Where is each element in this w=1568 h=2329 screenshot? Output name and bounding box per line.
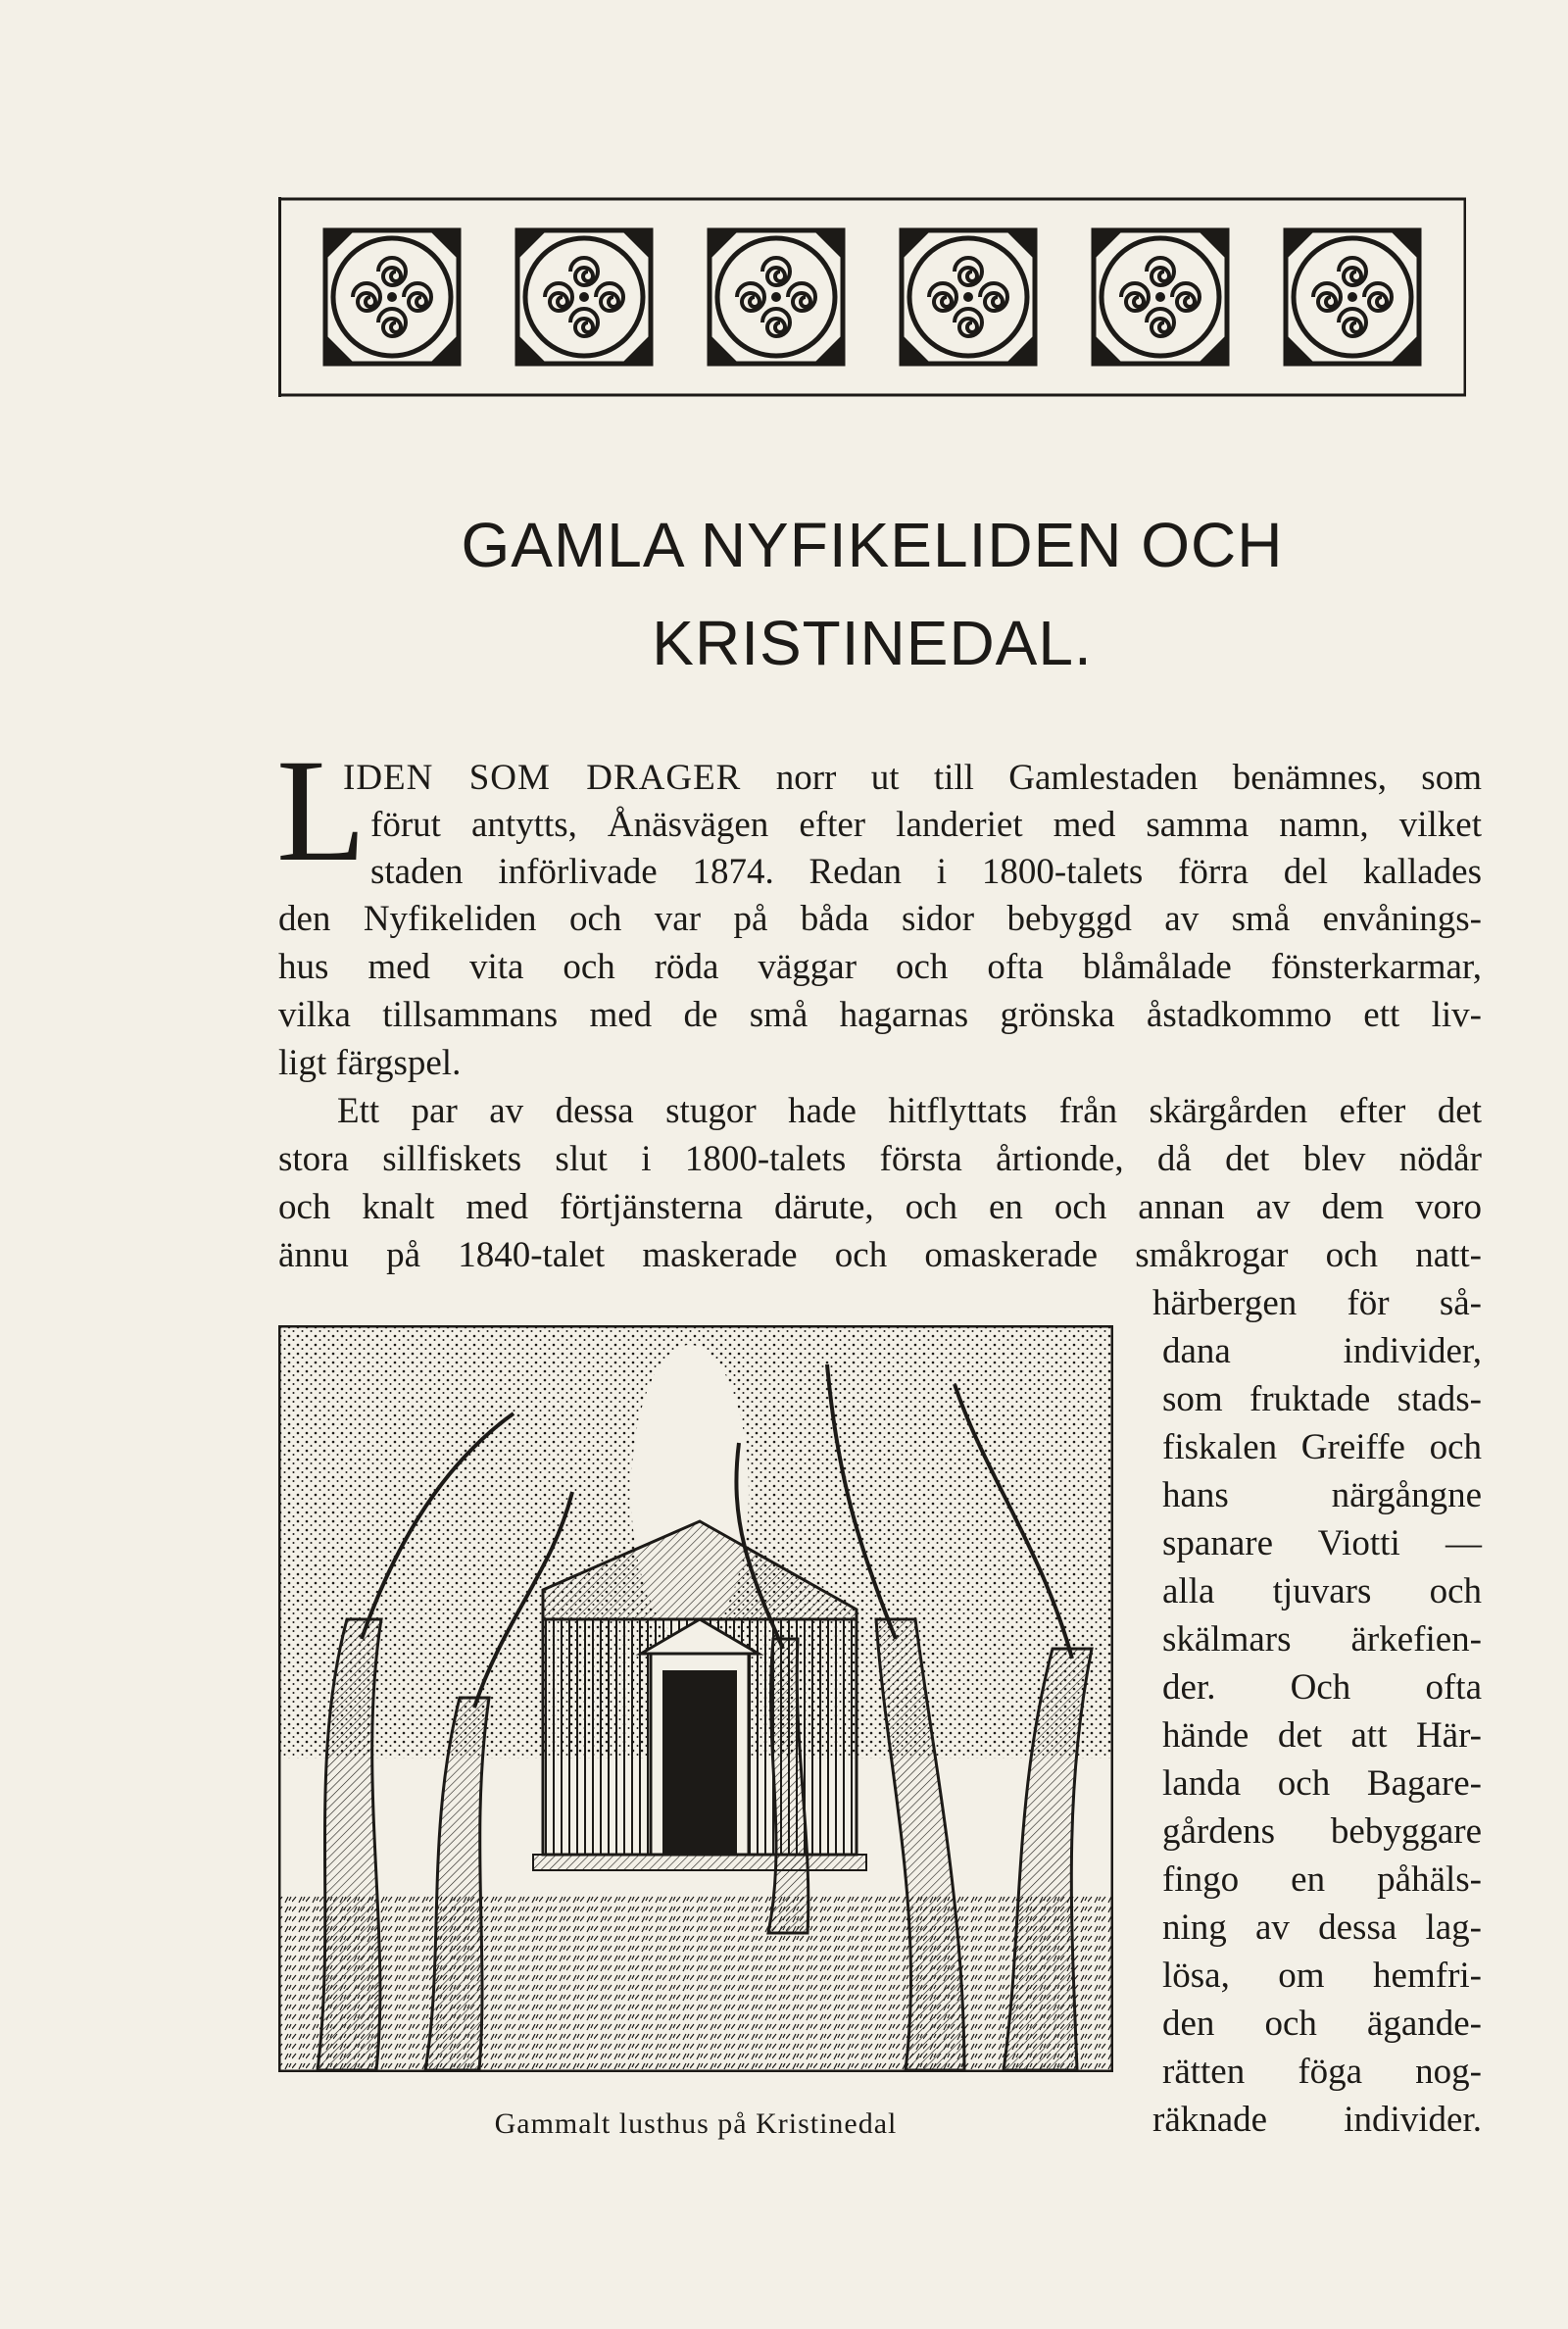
spiral-ornament-tile [1286,230,1419,364]
paragraph-2-line-1: Ett par av dessa stugor hade hitflyttats från skärgården efter det [337,1091,1482,1131]
paragraph-1-line-1 [343,755,1482,802]
paragraph-2-line-3: och knalt med förtjänsterna därute, och en och annan av dem voro [278,1187,1482,1227]
paragraph-2-line-4: ännu på 1840-talet maskerade och omaskerade småkrogar och natt- [278,1235,1482,1275]
paragraph-1-line-7: ligt färgspel. [278,1043,462,1083]
side-column-line: gårdens bebyggare [1162,1811,1482,1852]
side-column-line: rätten föga nog- [1162,2052,1482,2092]
chapter-title-line-2: KRISTINEDAL. [652,608,1093,678]
spiral-ornament-tile [1094,230,1227,364]
ornamental-header-band [278,197,1466,397]
spiral-ornament-tile [710,230,843,364]
side-column-line: dana individer, [1162,1331,1482,1371]
side-column-line: skälmars ärkefien- [1162,1619,1482,1660]
side-column-line: den och ägande- [1162,2004,1482,2044]
side-column-line: der. Och ofta [1162,1667,1482,1708]
side-column-line: hans närgångne [1162,1475,1482,1515]
pavilion-illustration [278,1325,1113,2072]
side-column-line: alla tjuvars och [1162,1571,1482,1611]
side-column-line: ning av dessa lag- [1162,1908,1482,1948]
spiral-ornament-tile [517,230,651,364]
drop-cap: L [276,729,367,892]
spiral-ornament-tile [902,230,1035,364]
paragraph-1-line-1-text: norr ut till Gamlestaden benämnes, som [741,758,1482,798]
paragraph-1-line-4: den Nyfikeliden och var på båda sidor bebyggd av små envånings- [278,899,1482,939]
figure-caption: Gammalt lusthus på Kristinedal [494,2107,898,2140]
side-column-line: som fruktade stads- [1162,1379,1482,1419]
side-column-line: fingo en påhäls- [1162,1859,1482,1900]
opening-small-caps: IDEN SOM DRAGER [343,758,742,798]
side-column-line: härbergen för så- [1152,1283,1482,1323]
paragraph-1-line-2: förut antytts, Ånäsvägen efter landeriet med samma namn, vilket [370,805,1482,845]
paragraph-1-line-6: vilka tillsammans med de små hagarnas grönska åstadkommo ett liv- [278,995,1482,1035]
side-column-line: fiskalen Greiffe och [1162,1427,1482,1467]
spiral-ornament-tile [325,230,459,364]
paragraph-1-line-5: hus med vita och röda väggar och ofta blåmålade fönsterkarmar, [278,947,1482,987]
paragraph-2-line-2: stora sillfiskets slut i 1800-talets första årtionde, då det blev nödår [278,1139,1482,1179]
paragraph-1-line-3: staden införlivade 1874. Redan i 1800-talets förra del kallades [370,852,1482,892]
side-column-line: hände det att Här- [1162,1715,1482,1756]
side-column-line: lösa, om hemfri- [1162,1956,1482,1996]
side-column-line: spanare Viotti — [1162,1523,1482,1563]
ground-shading [280,1894,1111,2070]
side-column-line: räknade individer. [1152,2100,1482,2140]
chapter-title-line-1: GAMLA NYFIKELIDEN OCH [461,510,1284,580]
side-column-line: landa och Bagare- [1162,1763,1482,1804]
